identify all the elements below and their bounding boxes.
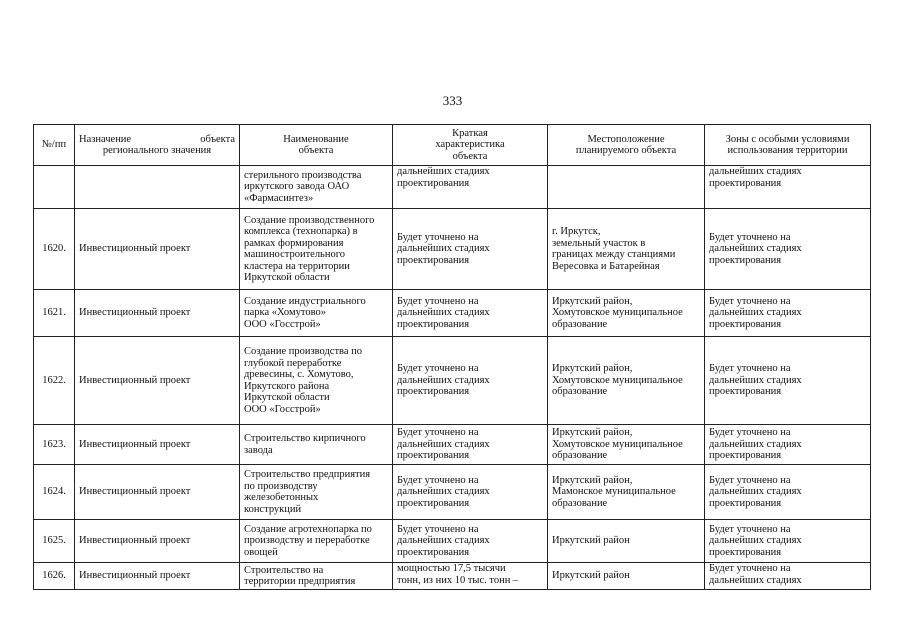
row-object-name: Создание производства по глубокой переработке древесины, с. Хомутово, Иркутского района Иркутской области ООО «Госстрой» [240, 337, 393, 425]
row-object-name: Создание производственного комплекса (технопарка) в рамках формирования машиностроительного кластера на территории Иркутской области [240, 209, 393, 290]
row-number: 1623. [34, 425, 75, 465]
row-number [34, 166, 75, 209]
table-row [34, 425, 871, 465]
header-purpose-word2: объекта [200, 133, 235, 145]
row-object-name: Строительство на территории предприятия [240, 563, 393, 590]
page-number: 333 [442, 93, 463, 108]
row-location: Иркутский район [548, 520, 705, 563]
table-row [34, 520, 871, 563]
row-purpose: Инвестиционный проект [75, 425, 240, 465]
table-row [34, 465, 871, 520]
row-zones: Будет уточнено на дальнейших стадиях проектирования [705, 465, 871, 520]
header-characteristic: Краткая характеристика объекта [393, 125, 548, 166]
row-number: 1626. [34, 563, 75, 590]
row-zones: Будет уточнено на дальнейших стадиях проектирования [705, 290, 871, 337]
row-zones: дальнейших стадиях проектирования [705, 166, 871, 209]
row-characteristic: Будет уточнено на дальнейших стадиях проектирования [393, 520, 548, 563]
row-location: Иркутский район, Хомутовское муниципальное образование [548, 337, 705, 425]
row-purpose: Инвестиционный проект [75, 465, 240, 520]
header-purpose [75, 125, 240, 166]
row-number: 1624. [34, 465, 75, 520]
row-number: 1625. [34, 520, 75, 563]
row-location: Иркутский район, Хомутовское муниципальное образование [548, 290, 705, 337]
header-location: Местоположение планируемого объекта [548, 125, 705, 166]
row-object-name: стерильного производства иркутского завода ОАО «Фармасинтез» [240, 166, 393, 209]
row-purpose: Инвестиционный проект [75, 563, 240, 590]
row-object-name: Создание индустриального парка «Хомутово» ООО «Госстрой» [240, 290, 393, 337]
row-characteristic: Будет уточнено на дальнейших стадиях проектирования [393, 465, 548, 520]
row-purpose: Инвестиционный проект [75, 337, 240, 425]
row-location: г. Иркутск, земельный участок в границах между станциями Вересовка и Батарейная [548, 209, 705, 290]
row-zones: Будет уточнено на дальнейших стадиях проектирования [705, 337, 871, 425]
row-characteristic: Будет уточнено на дальнейших стадиях проектирования [393, 337, 548, 425]
row-purpose: Инвестиционный проект [75, 290, 240, 337]
row-characteristic: дальнейших стадиях проектирования [393, 166, 548, 209]
header-name: Наименование объекта [240, 125, 393, 166]
row-purpose: Инвестиционный проект [75, 209, 240, 290]
objects-table [33, 124, 871, 590]
row-characteristic: Будет уточнено на дальнейших стадиях проектирования [393, 425, 548, 465]
row-object-name: Строительство кирпичного завода [240, 425, 393, 465]
row-characteristic: мощностью 17,5 тысячи тонн, из них 10 тыс. тонн – [393, 563, 548, 590]
row-zones: Будет уточнено на дальнейших стадиях проектирования [705, 520, 871, 563]
header-number: №/пп [34, 125, 75, 166]
row-number: 1622. [34, 337, 75, 425]
table-row [34, 290, 871, 337]
row-zones: Будет уточнено на дальнейших стадиях проектирования [705, 209, 871, 290]
header-zones: Зоны с особыми условиями использования территории [705, 125, 871, 166]
table-row [34, 337, 871, 425]
row-object-name: Строительство предприятия по производству железобетонных конструкций [240, 465, 393, 520]
row-zones: Будет уточнено на дальнейших стадиях проектирования [705, 425, 871, 465]
table-row [34, 166, 871, 209]
row-location [548, 166, 705, 209]
row-object-name: Создание агротехнопарка по производству и переработке овощей [240, 520, 393, 563]
header-purpose-word1: Назначение [79, 133, 132, 145]
table-row [34, 209, 871, 290]
row-purpose: Инвестиционный проект [75, 520, 240, 563]
header-purpose-line2: регионального значения [102, 145, 212, 156]
row-characteristic: Будет уточнено на дальнейших стадиях проектирования [393, 209, 548, 290]
row-location: Иркутский район, Хомутовское муниципальное образование [548, 425, 705, 465]
row-purpose [75, 166, 240, 209]
row-characteristic: Будет уточнено на дальнейших стадиях проектирования [393, 290, 548, 337]
row-zones: Будет уточнено на дальнейших стадиях [705, 563, 871, 590]
row-number: 1620. [34, 209, 75, 290]
table-row [34, 563, 871, 590]
row-number: 1621. [34, 290, 75, 337]
table-header-row [34, 125, 871, 166]
row-location: Иркутский район, Мамонское муниципальное образование [548, 465, 705, 520]
row-location: Иркутский район [548, 563, 705, 590]
